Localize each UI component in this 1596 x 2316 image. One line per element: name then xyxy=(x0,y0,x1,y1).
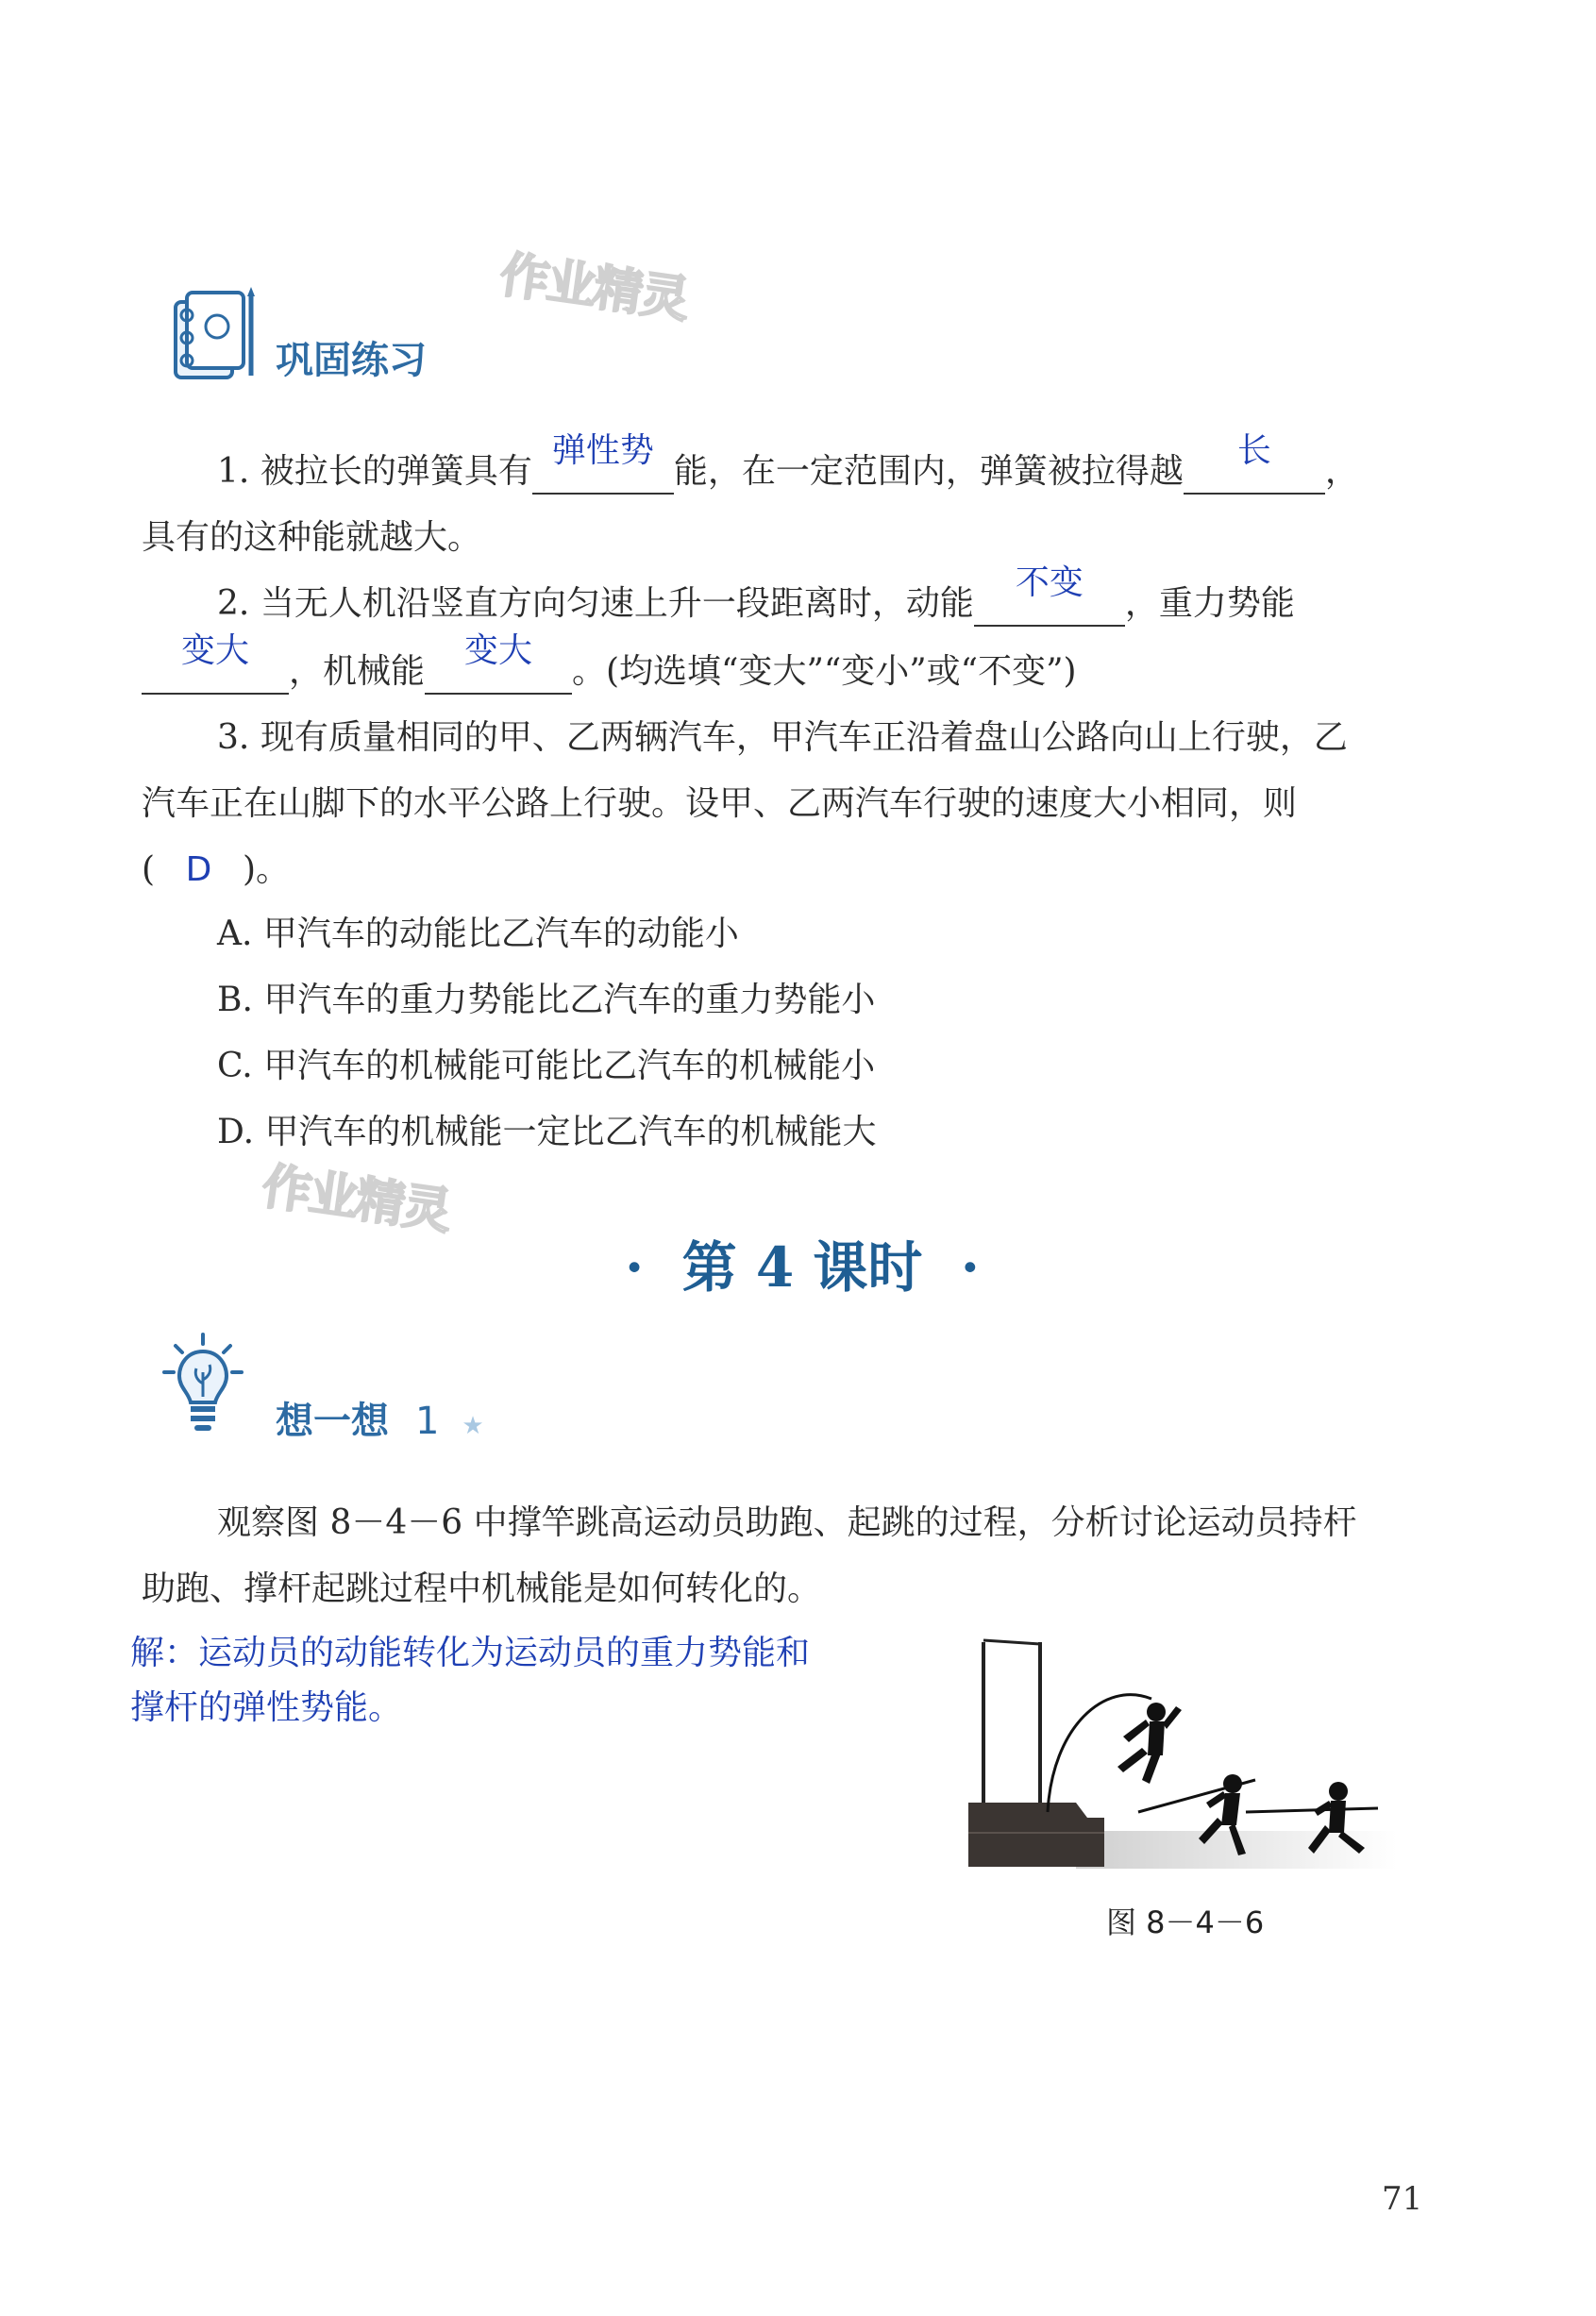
question-text: ，机械能 xyxy=(289,652,426,691)
page-number: 71 xyxy=(1382,2180,1423,2218)
section-title xyxy=(276,1391,484,1445)
question-number: 1. xyxy=(217,452,250,491)
section-title: 巩固练习 xyxy=(276,339,427,382)
section-number: 1 xyxy=(414,1400,440,1443)
think-line2: 助跑、撑杆起跳过程中机械能是如何转化的。 xyxy=(142,1569,822,1608)
answer-blank xyxy=(532,431,674,495)
answer-blank xyxy=(142,631,289,695)
answer-blank xyxy=(1184,431,1325,495)
question-1-line2: 具有的这种能就越大。 xyxy=(142,518,482,557)
answer-line2: 撑杆的弹性势能。 xyxy=(130,1688,403,1727)
question-text: ， xyxy=(1324,452,1359,491)
handwritten-answer: 长 xyxy=(1236,431,1271,470)
question-number: 3. xyxy=(217,718,250,757)
answer-line1: 解：运动员的动能转化为运动员的重力势能和 xyxy=(130,1634,811,1672)
lesson-title: 第 4 课时 xyxy=(681,1235,923,1300)
lightbulb-icon xyxy=(160,1331,245,1448)
question-1-line1 xyxy=(217,431,1359,495)
pole-vault-illustration xyxy=(963,1623,1397,1882)
option-b: B. 甲汽车的重力势能比乙汽车的重力势能小 xyxy=(217,981,876,1019)
figure-caption: 图 8－4－6 xyxy=(1106,1905,1265,1940)
notebook-icon xyxy=(162,283,262,391)
question-3-choice-line xyxy=(142,848,290,893)
watermark: 作业精灵 xyxy=(259,1158,454,1241)
answer-blank xyxy=(425,631,572,695)
handwritten-answer: 变大 xyxy=(464,631,533,670)
heading-dot: · xyxy=(960,1235,980,1300)
question-text: 被拉长的弹簧具有 xyxy=(260,452,532,491)
question-text: 。(均选填“变大”“变小”或“不变”) xyxy=(572,652,1077,691)
handwritten-answer: D xyxy=(185,850,212,889)
question-text: 现有质量相同的甲、乙两辆汽车，甲汽车正沿着盘山公路向山上行驶，乙 xyxy=(260,718,1348,757)
question-2-line1 xyxy=(217,563,1295,627)
question-text: 能，在一定范围内，弹簧被拉得越 xyxy=(673,452,1184,491)
option-a: A. 甲汽车的动能比乙汽车的动能小 xyxy=(217,915,739,953)
question-number: 2. xyxy=(217,584,250,623)
paren: )。 xyxy=(242,850,290,889)
handwritten-answer: 变大 xyxy=(180,631,249,670)
watermark: 作业精灵 xyxy=(496,246,692,329)
handwritten-answer: 弹性势 xyxy=(551,431,654,470)
question-2-line2 xyxy=(142,631,1077,695)
option-d: D. 甲汽车的机械能一定比乙汽车的机械能大 xyxy=(217,1113,877,1151)
question-text: 当无人机沿竖直方向匀速上升一段距离时，动能 xyxy=(260,584,974,623)
question-3-line2: 汽车正在山脚下的水平公路上行驶。设甲、乙两汽车行驶的速度大小相同，则 xyxy=(142,784,1298,823)
question-text: ，重力势能 xyxy=(1124,584,1295,623)
option-c: C. 甲汽车的机械能可能比乙汽车的机械能小 xyxy=(217,1047,876,1085)
paren: ( xyxy=(142,850,156,889)
section-title-text: 想一想 xyxy=(276,1400,389,1443)
question-3-line1 xyxy=(217,715,1348,761)
heading-dot: · xyxy=(625,1235,645,1300)
answer-blank xyxy=(974,563,1125,627)
think-line1: 观察图 8－4－6 中撑竿跳高运动员助跑、起跳的过程，分析讨论运动员持杆 xyxy=(217,1503,1357,1542)
star-icon: ★ xyxy=(462,1412,484,1440)
lesson-heading xyxy=(566,1223,1038,1302)
handwritten-answer: 不变 xyxy=(1015,563,1084,602)
